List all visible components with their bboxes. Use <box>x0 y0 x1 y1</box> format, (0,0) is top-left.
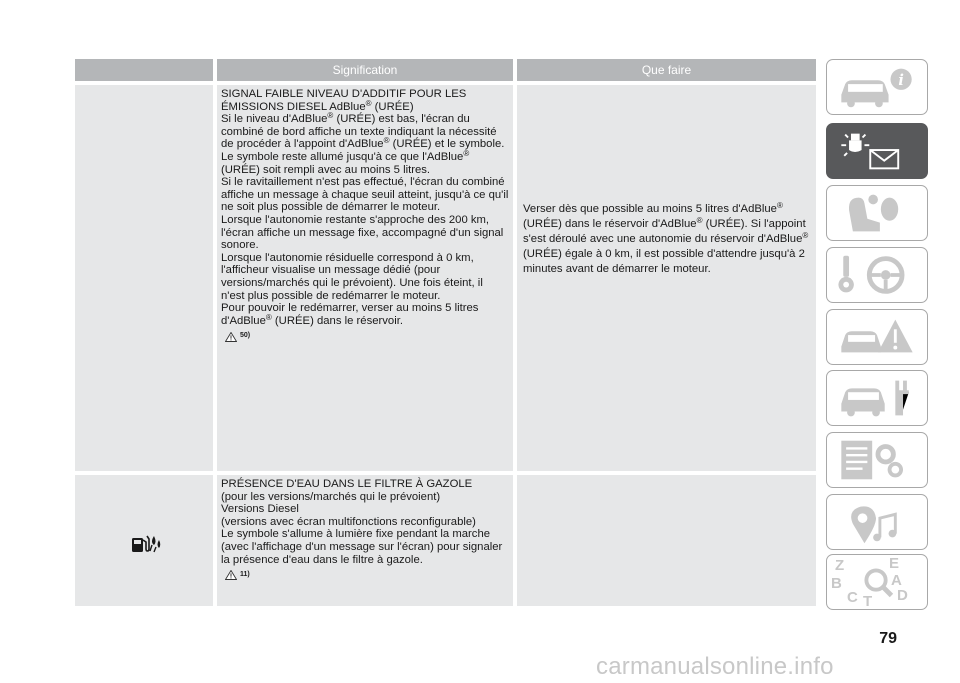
row2-para-display: (versions avec écran multifonctions reconfigurable) <box>221 515 476 528</box>
row2-signification-cell <box>217 475 513 606</box>
tab-starting-driving[interactable] <box>826 247 928 303</box>
page-number: 79 <box>879 630 897 647</box>
index-letter: A <box>891 572 902 589</box>
index-letter: Z <box>835 557 845 574</box>
row1-signification-cell <box>217 85 513 471</box>
row1-para-low-level: Si le niveau d'AdBlue® (URÉE) est bas, l'écran du combiné de bord affiche un texte indiquant la nécessité de procéder à l'appoint d'AdBlue® (URÉE) et le symbole. <box>221 111 505 151</box>
tab-multimedia[interactable] <box>826 494 928 550</box>
row1-para-restart: Pour pouvoir le redémarrer, verser au moins 5 litres d'AdBlue® (URÉE) dans le réservoir. <box>221 302 479 327</box>
row2-note-ref: 11) <box>240 571 250 579</box>
header-que-faire: Que faire <box>517 59 816 81</box>
index-letter: T <box>863 593 873 610</box>
row1-title: SIGNAL FAIBLE NIVEAU D'ADDITIF POUR LES ÉMISSIONS DIESEL AdBlue® (URÉE) <box>221 88 467 113</box>
car-tools-icon <box>827 371 927 425</box>
watermark: carmanualsonline.info <box>596 653 834 680</box>
tab-emergency[interactable] <box>826 309 928 365</box>
row1-para-symbol-on: Le symbole reste allumé jusqu'à ce que l'AdBlue® (URÉE) soit rempli avec au moins 5 litres. <box>221 148 470 176</box>
warning-triangle-icon <box>225 332 237 342</box>
steering-key-icon <box>827 248 927 302</box>
row2-para-symbol: Le symbole s'allume à lumière fixe pendant la marche (avec l'affichage d'un message sur l'écran) pour signaler la présence d'eau dans le filtre à gazole. <box>221 528 503 566</box>
index-letter: D <box>897 587 908 604</box>
index-letter: C <box>847 589 858 606</box>
row2-note <box>225 569 509 582</box>
index-letter: B <box>831 575 842 592</box>
row1-note-ref: 50) <box>240 332 251 340</box>
index-letter: E <box>889 555 900 572</box>
tab-warning-lights[interactable] <box>826 123 928 179</box>
row1-para-200km: Lorsque l'autonomie restante s'approche des 200 km, l'écran affiche un message fixe, accompagné d'un signal sonore. <box>221 213 504 252</box>
row1-action-cell <box>517 85 816 471</box>
row2-para-markets: (pour les versions/marchés qui le prévoient) <box>221 490 441 503</box>
row1-para-not-refilled: Si le ravitaillement n'est pas effectué, l'écran du combiné affiche un message à chaque seuil atteint, jusqu'à ce qu'il ne soit plus possible de démarrer le moteur. <box>221 176 509 214</box>
tab-safety[interactable] <box>826 185 928 241</box>
header-signification: Signification <box>217 59 513 81</box>
svg-text:i: i <box>898 72 904 90</box>
car-info-icon <box>827 60 927 114</box>
airbag-seat-icon <box>827 186 927 240</box>
row1-action-text: Verser dès que possible au moins 5 litres d'AdBlue® (URÉE) dans le réservoir d'AdBlue® (URÉE). Si l'appoint s'est déroulé avec une autonomie du réservoir d'AdBlue® (URÉE) égale à 0 km, il est possible d'attendre jusqu'à 2 minutes avant de démarrer le moteur. <box>523 201 809 275</box>
tab-maintenance[interactable] <box>826 370 928 426</box>
specs-gear-icon <box>827 433 927 487</box>
tab-car-info[interactable] <box>826 59 928 115</box>
row1-para-0km: Lorsque l'autonomie résiduelle correspond à 0 km, l'afficheur visualise un message dédié (pour versions/marchés qui le prévoient). Une fois éteint, il n'est plus possible de redémarrer le moteur. <box>221 251 483 302</box>
row1-note <box>225 330 509 343</box>
row2-para-diesel: Versions Diesel <box>221 503 299 516</box>
row2-icon-cell <box>75 475 213 606</box>
warning-lights-icon <box>827 124 927 178</box>
multimedia-icon <box>827 495 927 549</box>
warning-triangle-icon <box>225 570 237 580</box>
road-warning-icon <box>827 310 927 364</box>
header-icon-column <box>75 59 213 81</box>
row1-icon-cell <box>75 85 213 471</box>
water-in-fuel-icon <box>130 533 162 553</box>
row2-action-cell <box>517 475 816 606</box>
tab-technical-specs[interactable] <box>826 432 928 488</box>
row2-title: PRÉSENCE D'EAU DANS LE FILTRE À GAZOLE <box>221 478 473 490</box>
tab-index[interactable] <box>826 554 928 610</box>
